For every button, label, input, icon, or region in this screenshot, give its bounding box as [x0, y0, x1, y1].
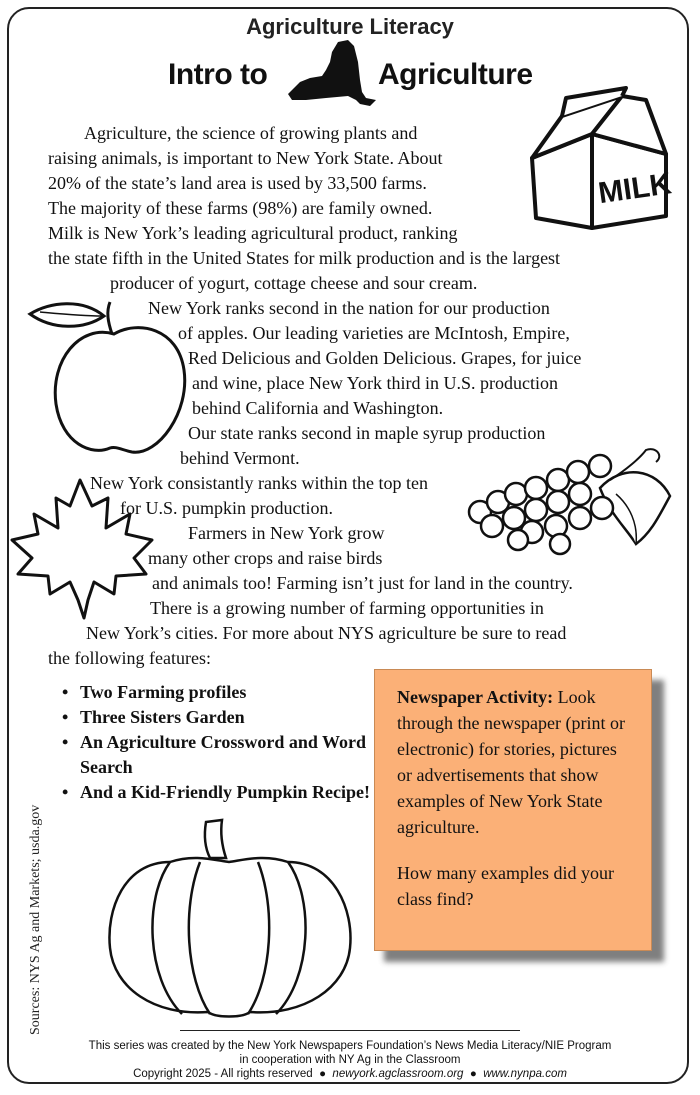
paragraph-line: behind Vermont. — [180, 448, 300, 468]
activity-question: How many examples did your class find? — [397, 863, 614, 909]
paragraph-line: and animals too! Farming isn’t just for land in the country. — [152, 573, 573, 593]
feature-item: An Agriculture Crossword and Word Search — [80, 732, 367, 777]
milk-carton-icon — [522, 88, 672, 234]
feature-item: Two Farming profiles — [80, 682, 247, 702]
activity-body: Look through the newspaper (print or electronic) for stories, pictures or advertisements that show examples of New York State agriculture. — [397, 687, 625, 837]
paragraph-line: New York’s cities. For more about NYS agriculture be sure to read — [86, 623, 567, 643]
paragraph-line: Agriculture, the science of growing plants and — [84, 123, 418, 143]
paragraph-line: Milk is New York’s leading agricultural product, ranking — [48, 223, 458, 243]
list-item: • And a Kid-Friendly Pumpkin Recipe! — [62, 780, 372, 805]
list-item: • An Agriculture Crossword and Word Search — [62, 730, 372, 780]
activity-label: Newspaper Activity: — [397, 687, 554, 707]
paragraph-line: There is a growing number of farming opportunities in — [150, 598, 544, 618]
paragraph-line: the following features: — [48, 648, 211, 668]
copyright-text: Copyright 2025 - All rights reserved — [133, 1068, 313, 1080]
grapes-icon — [460, 448, 686, 552]
sources-text: Sources: NYS Ag and Markets; usda.gov — [28, 804, 43, 1035]
paragraph-line: The majority of these farms (98%) are family owned. — [48, 198, 433, 218]
paragraph-line: New York ranks second in the nation for our production — [148, 298, 550, 318]
activity-box — [374, 669, 652, 951]
paragraph-line: and wine, place New York third in U.S. production — [192, 373, 558, 393]
title-left: Intro to — [168, 58, 268, 91]
paragraph-line: the state fifth in the United States for milk production and is the largest — [48, 248, 561, 268]
paragraph-line: for U.S. pumpkin production. — [120, 498, 333, 518]
footer-cooperation: in cooperation with NY Ag in the Classroom — [239, 1054, 461, 1066]
paragraph-line: producer of yogurt, cottage cheese and sour cream. — [110, 273, 478, 293]
footer-copyright-line: Copyright 2025 - All rights reserved ● newyork.agclassroom.org ● www.nynpa.com — [133, 1068, 567, 1080]
paragraph-line: Red Delicious and Golden Delicious. Grapes, for juice — [188, 348, 582, 368]
ny-state-map-icon — [286, 40, 378, 112]
paragraph-line: 20% of the state’s land area is used by 33,500 farms. — [48, 173, 427, 193]
list-item: • Two Farming profiles — [62, 680, 372, 705]
paragraph-line: New York consistantly ranks within the top ten — [90, 473, 428, 493]
paragraph-line: of apples. Our leading varieties are McIntosh, Empire, — [178, 323, 570, 343]
paragraph-line: raising animals, is important to New York State. About — [48, 148, 443, 168]
footer-divider — [180, 1030, 520, 1031]
footer-credit: This series was created by the New York Newspapers Foundation’s News Media Literacy/NIE Program — [88, 1040, 612, 1052]
features-list — [62, 680, 372, 805]
pumpkin-icon — [104, 818, 354, 1018]
list-item: • Three Sisters Garden — [62, 705, 372, 730]
nynpa-link[interactable]: www.nynpa.com — [483, 1068, 567, 1080]
header: Agriculture Literacy — [246, 14, 454, 39]
paragraph-line: Farmers in New York grow — [188, 523, 385, 543]
paragraph-line: many other crops and raise birds — [148, 548, 383, 568]
paragraph-line: Our state ranks second in maple syrup production — [188, 423, 546, 443]
activity-text — [397, 684, 631, 840]
feature-item: Three Sisters Garden — [80, 707, 245, 727]
title-right: Agriculture — [378, 58, 533, 91]
paragraph-line: behind California and Washington. — [192, 398, 444, 418]
agclassroom-link[interactable]: newyork.agclassroom.org — [332, 1068, 464, 1080]
milk-label: MILK — [596, 167, 674, 211]
feature-item: And a Kid-Friendly Pumpkin Recipe! — [80, 782, 371, 802]
